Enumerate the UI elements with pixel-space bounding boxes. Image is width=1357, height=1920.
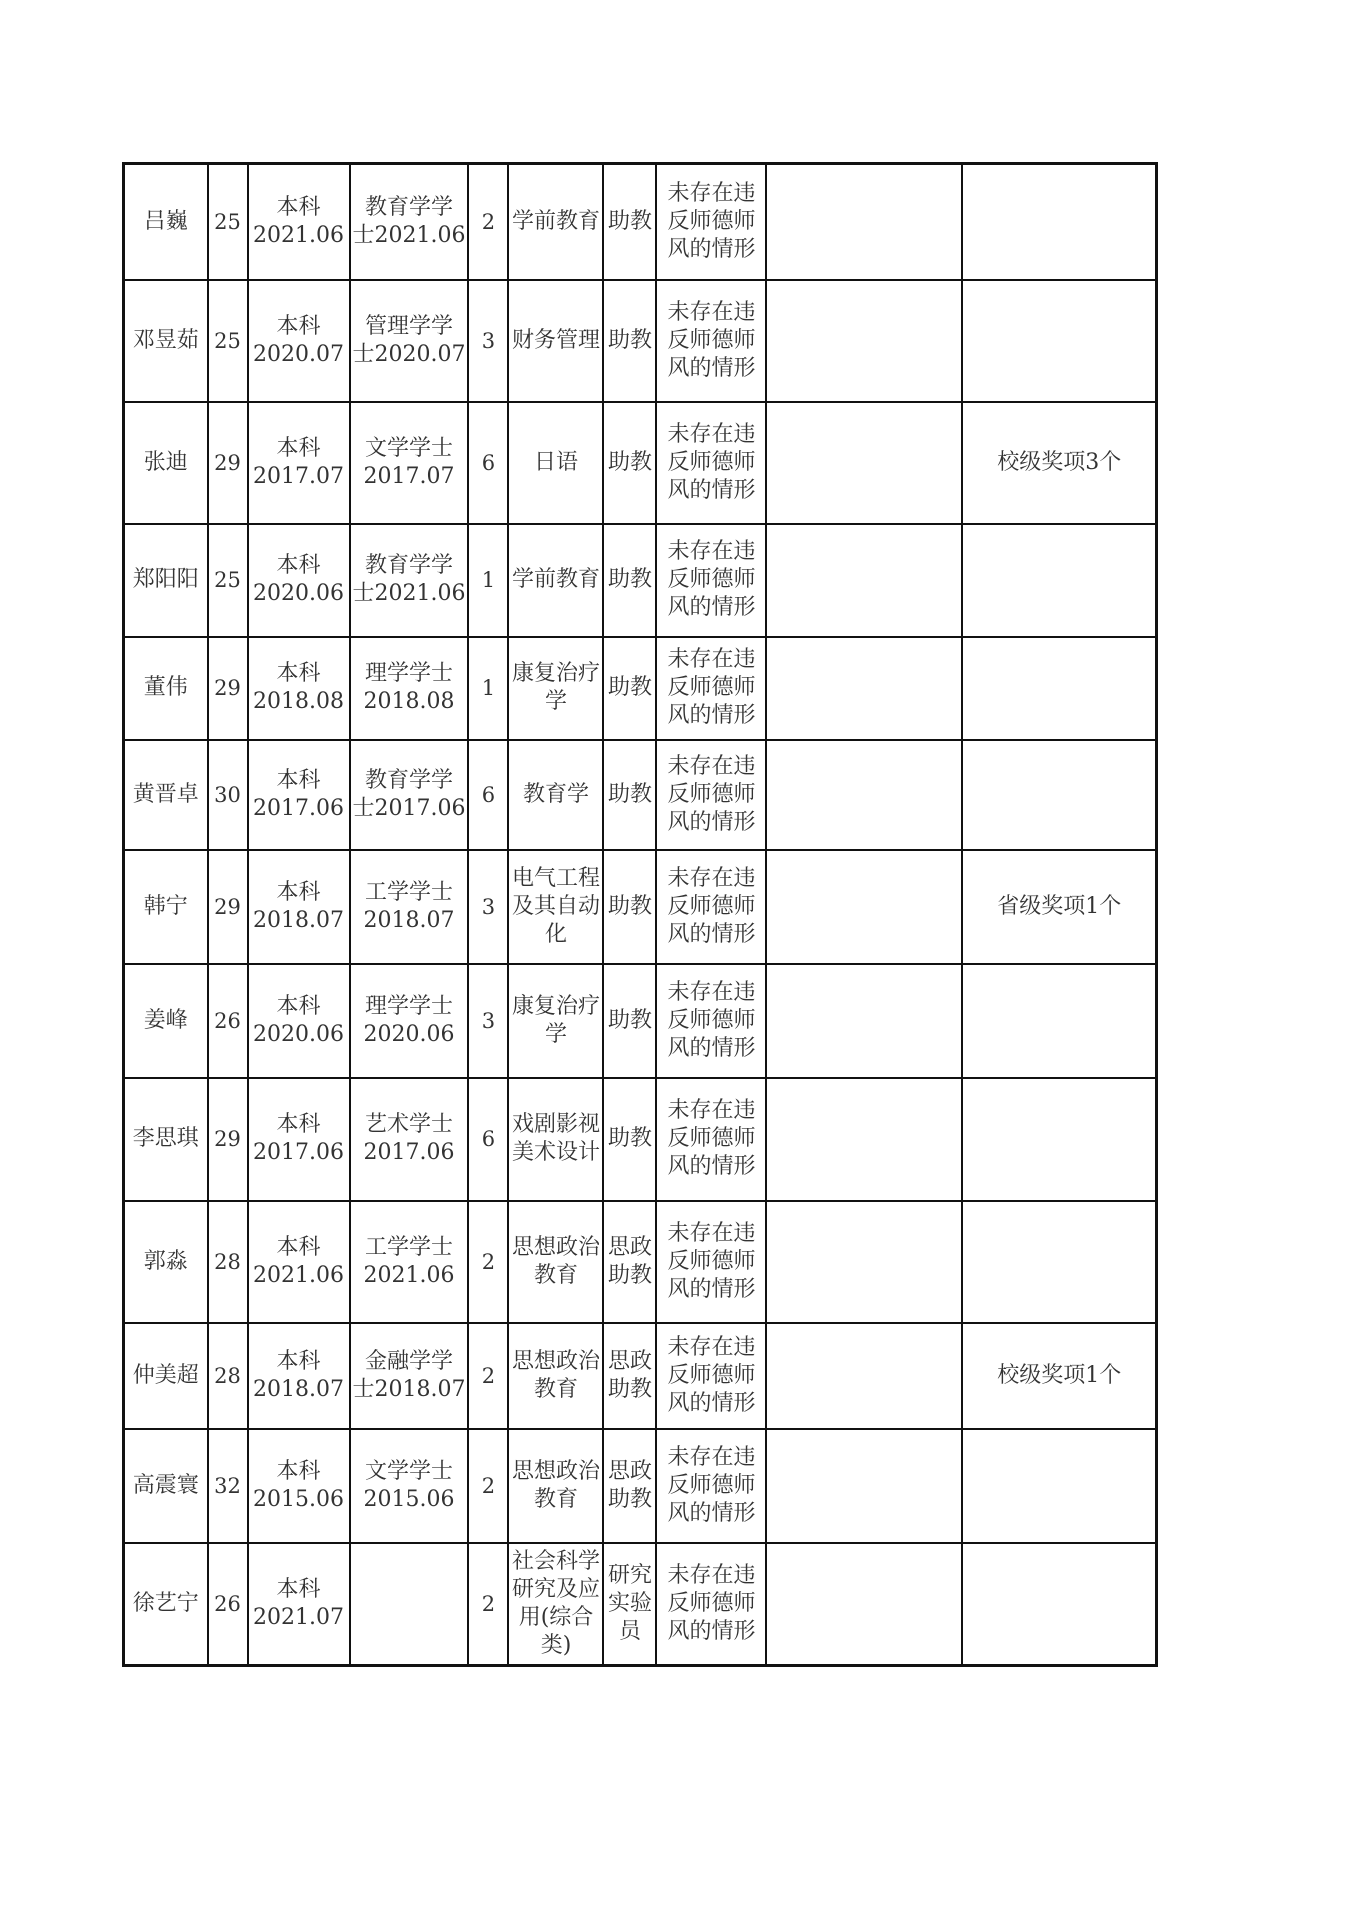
age-cell: 29 [208, 637, 248, 740]
extra-cell [766, 964, 962, 1078]
age-cell: 29 [208, 850, 248, 964]
degree-cell: 金融学学 士2018.07 [350, 1323, 469, 1429]
major-cell: 财务管理 [508, 280, 603, 402]
name-cell: 董伟 [124, 637, 208, 740]
title-cell: 助教 [603, 280, 656, 402]
education-cell: 本科 2021.06 [248, 1201, 350, 1323]
title-cell: 助教 [603, 637, 656, 740]
name-cell: 黄晋卓 [124, 740, 208, 850]
table-row [124, 1543, 1157, 1666]
age-cell: 29 [208, 1078, 248, 1201]
title-cell: 助教 [603, 964, 656, 1078]
major-cell: 社会科学研究及应用(综合类) [508, 1543, 603, 1666]
ethics-cell: 未存在违 反师德师 风的情形 [656, 402, 766, 524]
award-cell: 校级奖项1个 [962, 1323, 1156, 1429]
table-row [124, 637, 1157, 740]
age-cell: 25 [208, 524, 248, 637]
degree-cell: 理学学士 2020.06 [350, 964, 469, 1078]
major-cell: 康复治疗学 [508, 637, 603, 740]
table-row [124, 164, 1157, 280]
title-cell: 助教 [603, 402, 656, 524]
award-cell [962, 740, 1156, 850]
major-cell: 思想政治教育 [508, 1429, 603, 1543]
extra-cell [766, 637, 962, 740]
title-cell: 研究实验员 [603, 1543, 656, 1666]
education-cell: 本科 2020.06 [248, 524, 350, 637]
ethics-cell: 未存在违 反师德师 风的情形 [656, 1201, 766, 1323]
extra-cell [766, 280, 962, 402]
ethics-cell: 未存在违 反师德师 风的情形 [656, 280, 766, 402]
award-cell [962, 1078, 1156, 1201]
title-cell: 助教 [603, 164, 656, 280]
years-cell: 1 [468, 524, 508, 637]
major-cell: 电气工程及其自动化 [508, 850, 603, 964]
staff-table [122, 162, 1158, 1667]
age-cell: 25 [208, 164, 248, 280]
degree-cell: 教育学学 士2021.06 [350, 524, 469, 637]
name-cell: 邓昱茹 [124, 280, 208, 402]
title-cell: 助教 [603, 740, 656, 850]
years-cell: 3 [468, 964, 508, 1078]
education-cell: 本科 2017.07 [248, 402, 350, 524]
title-cell: 助教 [603, 524, 656, 637]
years-cell: 6 [468, 402, 508, 524]
ethics-cell: 未存在违 反师德师 风的情形 [656, 1323, 766, 1429]
education-cell: 本科 2017.06 [248, 1078, 350, 1201]
age-cell: 26 [208, 1543, 248, 1666]
name-cell: 郭淼 [124, 1201, 208, 1323]
education-cell: 本科 2020.07 [248, 280, 350, 402]
award-cell [962, 164, 1156, 280]
age-cell: 29 [208, 402, 248, 524]
name-cell: 吕巍 [124, 164, 208, 280]
education-cell: 本科 2021.06 [248, 164, 350, 280]
table-row [124, 964, 1157, 1078]
education-cell: 本科 2018.08 [248, 637, 350, 740]
award-cell [962, 1543, 1156, 1666]
ethics-cell: 未存在违 反师德师 风的情形 [656, 964, 766, 1078]
award-cell [962, 637, 1156, 740]
table-row [124, 1201, 1157, 1323]
extra-cell [766, 1323, 962, 1429]
major-cell: 学前教育 [508, 164, 603, 280]
name-cell: 张迪 [124, 402, 208, 524]
degree-cell: 工学学士 2018.07 [350, 850, 469, 964]
ethics-cell: 未存在违 反师德师 风的情形 [656, 1429, 766, 1543]
name-cell: 韩宁 [124, 850, 208, 964]
table-row [124, 524, 1157, 637]
years-cell: 6 [468, 740, 508, 850]
award-cell [962, 1429, 1156, 1543]
ethics-cell: 未存在违 反师德师 风的情形 [656, 740, 766, 850]
education-cell: 本科 2018.07 [248, 850, 350, 964]
years-cell: 2 [468, 1429, 508, 1543]
award-cell: 校级奖项3个 [962, 402, 1156, 524]
name-cell: 仲美超 [124, 1323, 208, 1429]
degree-cell: 艺术学士 2017.06 [350, 1078, 469, 1201]
award-cell [962, 524, 1156, 637]
degree-cell: 管理学学 士2020.07 [350, 280, 469, 402]
extra-cell [766, 1078, 962, 1201]
years-cell: 3 [468, 280, 508, 402]
title-cell: 思政助教 [603, 1429, 656, 1543]
extra-cell [766, 524, 962, 637]
extra-cell [766, 402, 962, 524]
age-cell: 32 [208, 1429, 248, 1543]
name-cell: 高震寰 [124, 1429, 208, 1543]
name-cell: 徐艺宁 [124, 1543, 208, 1666]
degree-cell: 工学学士 2021.06 [350, 1201, 469, 1323]
age-cell: 26 [208, 964, 248, 1078]
major-cell: 思想政治教育 [508, 1201, 603, 1323]
major-cell: 康复治疗学 [508, 964, 603, 1078]
degree-cell: 文学学士 2017.07 [350, 402, 469, 524]
award-cell: 省级奖项1个 [962, 850, 1156, 964]
title-cell: 助教 [603, 1078, 656, 1201]
education-cell: 本科 2017.06 [248, 740, 350, 850]
table-row [124, 280, 1157, 402]
award-cell [962, 280, 1156, 402]
degree-cell: 教育学学 士2021.06 [350, 164, 469, 280]
years-cell: 2 [468, 164, 508, 280]
table-row [124, 850, 1157, 964]
age-cell: 30 [208, 740, 248, 850]
ethics-cell: 未存在违 反师德师 风的情形 [656, 1078, 766, 1201]
ethics-cell: 未存在违 反师德师 风的情形 [656, 164, 766, 280]
title-cell: 思政助教 [603, 1201, 656, 1323]
years-cell: 6 [468, 1078, 508, 1201]
extra-cell [766, 1429, 962, 1543]
years-cell: 2 [468, 1543, 508, 1666]
education-cell: 本科 2020.06 [248, 964, 350, 1078]
major-cell: 思想政治教育 [508, 1323, 603, 1429]
age-cell: 25 [208, 280, 248, 402]
extra-cell [766, 1201, 962, 1323]
ethics-cell: 未存在违 反师德师 风的情形 [656, 637, 766, 740]
degree-cell: 文学学士 2015.06 [350, 1429, 469, 1543]
major-cell: 戏剧影视美术设计 [508, 1078, 603, 1201]
name-cell: 李思琪 [124, 1078, 208, 1201]
award-cell [962, 964, 1156, 1078]
age-cell: 28 [208, 1323, 248, 1429]
ethics-cell: 未存在违 反师德师 风的情形 [656, 524, 766, 637]
title-cell: 思政助教 [603, 1323, 656, 1429]
age-cell: 28 [208, 1201, 248, 1323]
years-cell: 2 [468, 1201, 508, 1323]
major-cell: 日语 [508, 402, 603, 524]
years-cell: 3 [468, 850, 508, 964]
table-row [124, 1429, 1157, 1543]
degree-cell: 教育学学 士2017.06 [350, 740, 469, 850]
table-row [124, 1078, 1157, 1201]
extra-cell [766, 740, 962, 850]
title-cell: 助教 [603, 850, 656, 964]
years-cell: 2 [468, 1323, 508, 1429]
degree-cell: 理学学士 2018.08 [350, 637, 469, 740]
major-cell: 学前教育 [508, 524, 603, 637]
education-cell: 本科 2021.07 [248, 1543, 350, 1666]
ethics-cell: 未存在违 反师德师 风的情形 [656, 850, 766, 964]
name-cell: 郑阳阳 [124, 524, 208, 637]
degree-cell [350, 1543, 469, 1666]
major-cell: 教育学 [508, 740, 603, 850]
extra-cell [766, 1543, 962, 1666]
education-cell: 本科 2015.06 [248, 1429, 350, 1543]
extra-cell [766, 164, 962, 280]
table-row [124, 1323, 1157, 1429]
name-cell: 姜峰 [124, 964, 208, 1078]
extra-cell [766, 850, 962, 964]
education-cell: 本科 2018.07 [248, 1323, 350, 1429]
ethics-cell: 未存在违 反师德师 风的情形 [656, 1543, 766, 1666]
award-cell [962, 1201, 1156, 1323]
table-row [124, 402, 1157, 524]
table-row [124, 740, 1157, 850]
years-cell: 1 [468, 637, 508, 740]
